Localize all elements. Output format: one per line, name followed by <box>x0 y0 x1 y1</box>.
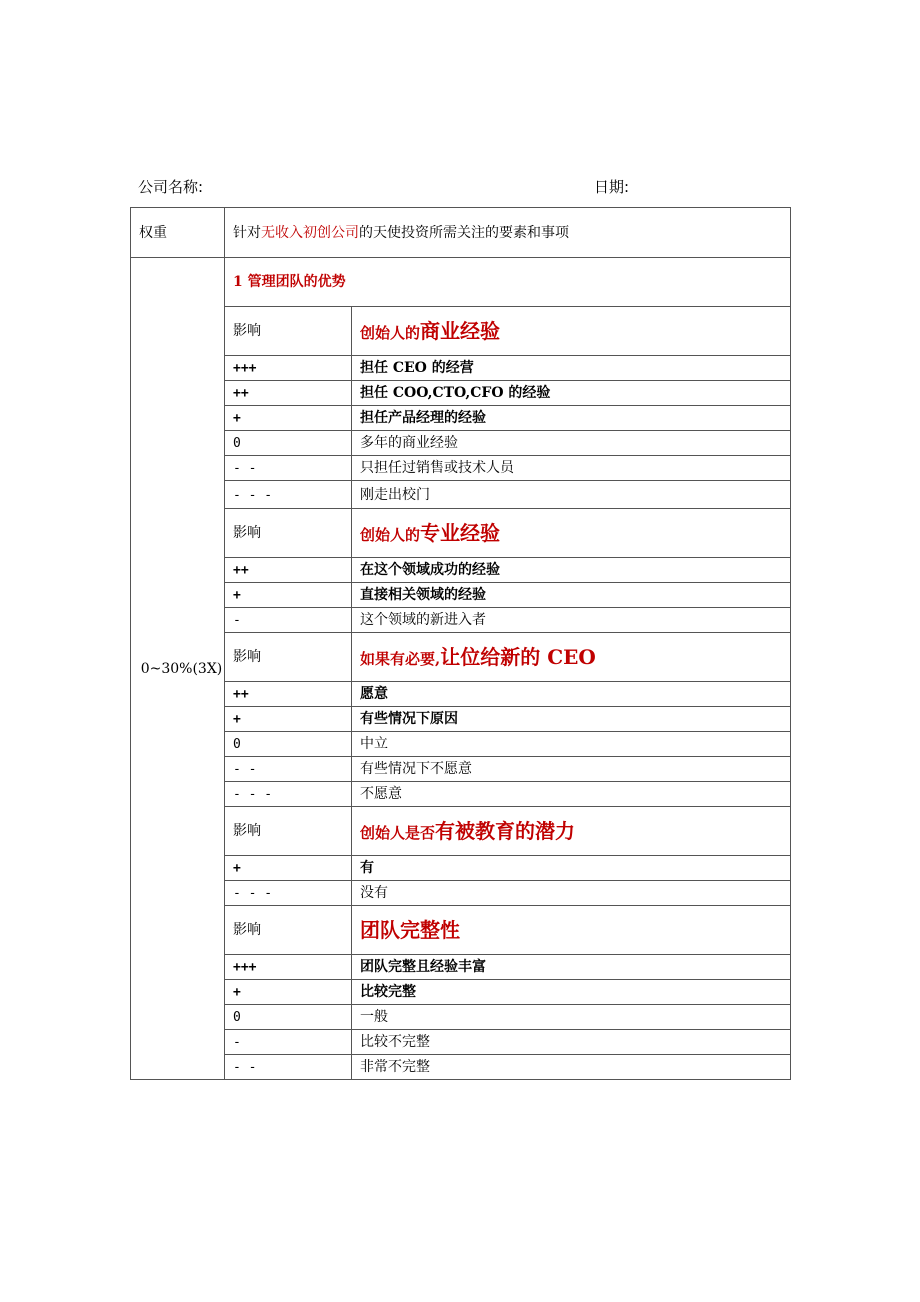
impact-mark <box>225 608 352 633</box>
criterion-option: 只担任过销售或技术人员 <box>352 456 791 481</box>
table-row <box>131 955 791 980</box>
weight-header: 权重 <box>131 208 225 258</box>
impact-label: 影响 <box>225 906 352 955</box>
impact-mark-text: ++ <box>233 687 249 702</box>
criterion-title-main: 团队完整性 <box>360 918 460 942</box>
criterion-option: 担任 COO,CTO,CFO 的经验 <box>352 381 791 406</box>
impact-mark <box>225 481 352 509</box>
impact-mark-text: ++ <box>233 386 249 401</box>
table-title-suffix: 的天使投资所需关注的要素和事项 <box>359 224 569 241</box>
impact-mark-text: ++ <box>233 563 249 578</box>
criterion-option: 有 <box>352 856 791 881</box>
table-row <box>131 481 791 509</box>
impact-mark <box>225 980 352 1005</box>
criterion-title <box>352 906 791 955</box>
impact-mark <box>225 1005 352 1030</box>
criterion-title <box>352 509 791 558</box>
impact-mark <box>225 456 352 481</box>
impact-mark-text: - - <box>233 461 257 476</box>
impact-mark-text: 0 <box>233 1010 241 1025</box>
impact-header-row <box>131 906 791 955</box>
table-row <box>131 1005 791 1030</box>
table-row <box>131 583 791 608</box>
impact-label: 影响 <box>225 633 352 682</box>
criterion-title-main: 专业经验 <box>420 521 501 545</box>
impact-mark <box>225 707 352 732</box>
impact-mark <box>225 782 352 807</box>
criterion-option: 刚走出校门 <box>352 481 791 509</box>
criterion-option: 多年的商业经验 <box>352 431 791 456</box>
criterion-option: 一般 <box>352 1005 791 1030</box>
criterion-option: 这个领域的新进入者 <box>352 608 791 633</box>
evaluation-table <box>130 207 791 1080</box>
table-title-prefix: 针对 <box>233 224 261 241</box>
table-row <box>131 782 791 807</box>
table-row <box>131 1055 791 1080</box>
impact-mark <box>225 583 352 608</box>
table-row <box>131 456 791 481</box>
criterion-option: 有些情况下原因 <box>352 707 791 732</box>
table-row <box>131 682 791 707</box>
table-title-highlight: 无收入初创公司 <box>261 224 359 241</box>
weight-value: 0~30%(3X) <box>131 258 225 1080</box>
impact-label: 影响 <box>225 509 352 558</box>
table-row <box>131 356 791 381</box>
table-row <box>131 1030 791 1055</box>
impact-mark <box>225 1030 352 1055</box>
table-row <box>131 381 791 406</box>
impact-mark <box>225 757 352 782</box>
impact-mark-text: + <box>233 985 241 1000</box>
impact-mark-text: - - <box>233 762 257 777</box>
criterion-option: 有些情况下不愿意 <box>352 757 791 782</box>
table-row <box>131 980 791 1005</box>
criterion-title-lead: 如果有必要, <box>360 650 441 668</box>
impact-mark <box>225 381 352 406</box>
impact-mark <box>225 682 352 707</box>
criterion-option: 比较不完整 <box>352 1030 791 1055</box>
impact-mark <box>225 881 352 906</box>
impact-mark-text: - <box>233 1035 241 1050</box>
criterion-option: 直接相关领域的经验 <box>352 583 791 608</box>
criterion-option: 担任 CEO 的经营 <box>352 356 791 381</box>
table-header-row <box>131 208 791 258</box>
criterion-option: 不愿意 <box>352 782 791 807</box>
criterion-title-main: 商业经验 <box>420 319 501 343</box>
impact-label: 影响 <box>225 807 352 856</box>
impact-mark-text: - <box>233 613 241 628</box>
table-row <box>131 558 791 583</box>
criterion-title <box>352 307 791 356</box>
criterion-title-lead: 创始人是否 <box>360 824 436 842</box>
company-name-label: 公司名称: <box>138 178 204 196</box>
impact-mark-text: + <box>233 861 241 876</box>
criterion-title <box>352 633 791 682</box>
criterion-option: 愿意 <box>352 682 791 707</box>
criterion-option: 没有 <box>352 881 791 906</box>
impact-header-row <box>131 307 791 356</box>
impact-mark <box>225 356 352 381</box>
table-row <box>131 608 791 633</box>
impact-header-row <box>131 807 791 856</box>
impact-mark-text: + <box>233 411 241 426</box>
criterion-option: 非常不完整 <box>352 1055 791 1080</box>
criterion-option: 中立 <box>352 732 791 757</box>
criterion-title-main: 让位给新的 CEO <box>440 645 596 669</box>
table-row <box>131 881 791 906</box>
impact-mark <box>225 406 352 431</box>
criterion-title-lead: 创始人的 <box>360 526 421 544</box>
criterion-option: 在这个领域成功的经验 <box>352 558 791 583</box>
table-row <box>131 856 791 881</box>
impact-mark-text: + <box>233 588 241 603</box>
impact-label: 影响 <box>225 307 352 356</box>
impact-mark-text: - - - <box>233 787 273 802</box>
criterion-title <box>352 807 791 856</box>
impact-header-row <box>131 633 791 682</box>
impact-mark <box>225 955 352 980</box>
section-title: 1 管理团队的优势 <box>225 258 791 307</box>
impact-header-row <box>131 509 791 558</box>
table-row <box>131 406 791 431</box>
table-row <box>131 707 791 732</box>
impact-mark-text: - - - <box>233 886 273 901</box>
impact-mark <box>225 558 352 583</box>
impact-mark-text: 0 <box>233 436 241 451</box>
criterion-option: 担任产品经理的经验 <box>352 406 791 431</box>
impact-mark-text: +++ <box>233 361 257 376</box>
criterion-option: 比较完整 <box>352 980 791 1005</box>
impact-mark-text: 0 <box>233 737 241 752</box>
table-title <box>225 208 791 258</box>
table-row <box>131 757 791 782</box>
date-label: 日期: <box>594 178 630 196</box>
impact-mark <box>225 1055 352 1080</box>
impact-mark-text: + <box>233 712 241 727</box>
criterion-option: 团队完整且经验丰富 <box>352 955 791 980</box>
criterion-title-lead: 创始人的 <box>360 324 421 342</box>
impact-mark <box>225 431 352 456</box>
section-row <box>131 258 791 307</box>
impact-mark-text: - - <box>233 1060 257 1075</box>
impact-mark-text: +++ <box>233 960 257 975</box>
criterion-title-main: 有被教育的潜力 <box>435 819 576 843</box>
table-row <box>131 431 791 456</box>
impact-mark <box>225 856 352 881</box>
impact-mark <box>225 732 352 757</box>
impact-mark-text: - - - <box>233 487 273 503</box>
table-row <box>131 732 791 757</box>
